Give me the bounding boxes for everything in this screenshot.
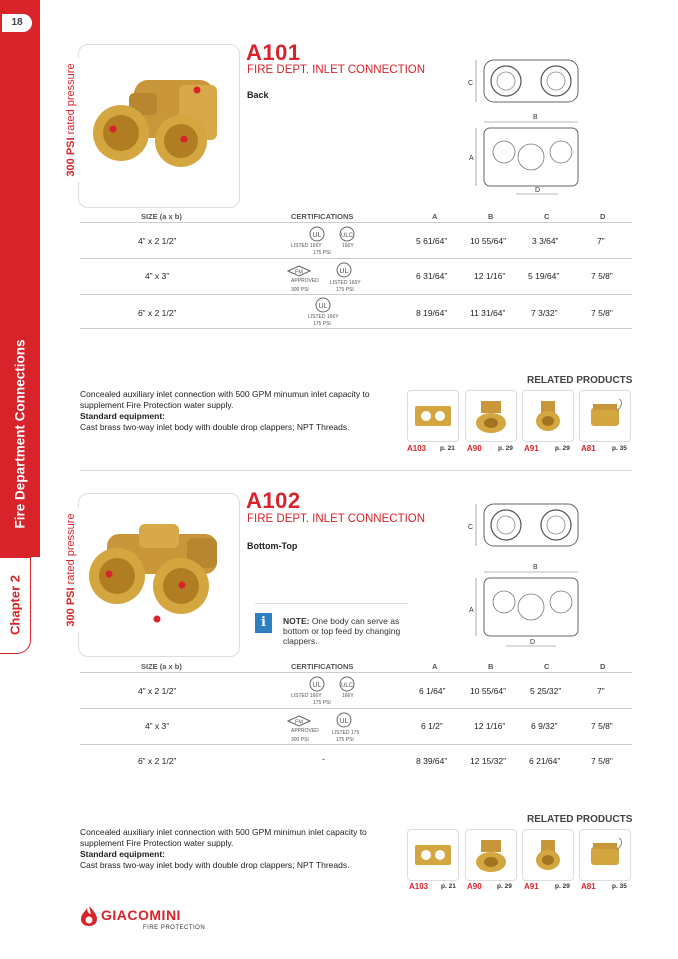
related-product-a103[interactable] — [407, 829, 459, 881]
cell-b: 10 55/64” — [470, 686, 506, 696]
cert-caption: LISTED 166Y — [291, 693, 322, 699]
product-photo-a101 — [78, 44, 240, 208]
svg-text:FM: FM — [295, 269, 303, 276]
cell-d: 7 5/8” — [591, 271, 613, 281]
cert-caption: 175 PSI — [313, 700, 331, 706]
related-product-a81[interactable] — [579, 829, 631, 881]
description-text: Concealed auxiliary inlet connection with 500 GPM minumun inlet capacity to supplement Fire Protection water supply. — [80, 389, 370, 410]
col-header-certifications: CERTIFICATIONS — [291, 662, 354, 671]
related-page: p. 29 — [497, 883, 512, 890]
cell-c: 5 25/32” — [530, 686, 562, 696]
ul-cert-icon — [336, 712, 352, 728]
cert-caption: LISTED 166Y — [308, 314, 339, 320]
cert-caption: 166Y — [342, 693, 354, 699]
table-rule — [80, 222, 632, 223]
cell-b: 10 55/64” — [470, 236, 506, 246]
note-box — [255, 603, 408, 646]
standard-equipment-label: Standard equipment: — [80, 849, 166, 859]
cell-d: 7” — [597, 236, 605, 246]
svg-text:B: B — [533, 564, 538, 571]
flame-logo-icon — [79, 905, 99, 927]
product-subtitle-a101: FIRE DEPT. INLET CONNECTION — [247, 64, 426, 76]
svg-text:ULC: ULC — [340, 683, 354, 689]
col-header-c: C — [544, 662, 550, 671]
brand-logo: GIACOMINI — [101, 907, 181, 923]
product-description-a102 — [80, 827, 410, 871]
related-product-a90[interactable] — [465, 829, 517, 881]
svg-text:B: B — [533, 114, 538, 121]
col-header-b: B — [488, 662, 494, 671]
cell-d: 7 5/8” — [591, 721, 613, 731]
cell-c: 6 9/32” — [531, 721, 558, 731]
cell-d: 7” — [597, 686, 605, 696]
svg-text:D: D — [535, 187, 541, 194]
psi-label: rated pressure — [65, 513, 77, 588]
related-code[interactable]: A103 — [407, 444, 427, 453]
section-title: Fire Department Connections — [12, 339, 28, 529]
related-code[interactable]: A90 — [467, 444, 482, 453]
cert-caption: APPROVED — [291, 278, 319, 284]
cell-size: 6” x 2 1/2” — [138, 756, 177, 766]
cell-d: 7 5/8” — [591, 308, 613, 318]
related-page: p. 35 — [612, 883, 627, 890]
table-rule — [80, 708, 632, 709]
svg-text:A: A — [469, 155, 474, 162]
svg-text:C: C — [468, 524, 474, 531]
cell-size: 4” x 3” — [145, 271, 170, 281]
cell-a: 5 61/64” — [416, 236, 448, 246]
cert-caption: LISTED 175 — [332, 730, 360, 736]
related-product-a81[interactable] — [579, 390, 631, 442]
standard-equipment-text: Cast brass two-way inlet body with double drop clappers; NPT Threads. — [80, 860, 350, 870]
page-number: 18 — [2, 14, 32, 32]
col-header-d: D — [600, 212, 606, 221]
related-code[interactable]: A81 — [581, 444, 596, 453]
table-rule — [80, 328, 632, 329]
cell-c: 7 3/32” — [531, 308, 558, 318]
col-header-size: SIZE (a x b) — [141, 212, 182, 221]
cell-a: 6 1/64” — [419, 686, 446, 696]
svg-text:D: D — [530, 639, 536, 646]
note-text: NOTE: One body can serve as bottom or top feed by changing clappers. — [283, 616, 401, 646]
svg-text:C: C — [468, 80, 474, 87]
no-certification: - — [322, 754, 325, 764]
cert-caption: 175 PSI — [313, 321, 331, 327]
ul-cert-icon — [309, 226, 325, 242]
cell-a: 8 19/64” — [416, 308, 448, 318]
psi-tag-a101 — [62, 58, 80, 182]
related-product-a90[interactable] — [465, 390, 517, 442]
psi-value: 300 PSI — [65, 137, 77, 177]
psi-label: rated pressure — [65, 63, 77, 138]
table-rule — [80, 258, 632, 259]
related-code[interactable]: A91 — [524, 444, 539, 453]
cert-caption: LISTED 166Y — [291, 243, 322, 249]
related-page: p. 35 — [612, 445, 627, 452]
info-icon: i — [255, 613, 272, 633]
cell-c: 5 19/64” — [528, 271, 560, 281]
cert-caption: 175 PSI — [336, 287, 354, 293]
fm-cert-icon — [287, 265, 311, 277]
related-page: p. 29 — [555, 445, 570, 452]
related-page: p. 21 — [441, 883, 456, 890]
cert-caption: LISTED 166Y — [330, 280, 361, 286]
cell-c: 6 21/64” — [529, 756, 561, 766]
related-code[interactable]: A81 — [581, 882, 596, 891]
ul-cert-icon — [336, 262, 352, 278]
col-header-size: SIZE (a x b) — [141, 662, 182, 671]
svg-text:A: A — [469, 607, 474, 614]
product-variant-a102: Bottom-Top — [247, 541, 298, 551]
table-rule — [80, 294, 632, 295]
related-page: p. 29 — [498, 445, 513, 452]
related-code[interactable]: A91 — [524, 882, 539, 891]
cert-caption: 300 PSI — [291, 287, 309, 293]
cert-caption: APPROVED — [291, 728, 319, 734]
col-header-b: B — [488, 212, 494, 221]
cert-caption: 175 PSI — [313, 250, 331, 256]
svg-text:UL: UL — [339, 268, 349, 275]
product-photo-a102 — [78, 493, 240, 657]
cell-b: 12 1/16” — [474, 271, 506, 281]
svg-text:UL: UL — [339, 718, 349, 725]
chapter-sidebar — [0, 0, 40, 557]
related-product-a103[interactable] — [407, 390, 459, 442]
cert-caption: 166Y — [342, 243, 354, 249]
related-product-a91[interactable] — [522, 390, 574, 442]
technical-drawing-a102 — [466, 500, 636, 652]
cert-caption: 175 PSI — [336, 737, 354, 743]
cell-b: 12 15/32” — [470, 756, 506, 766]
cell-c: 3 3/64” — [532, 236, 559, 246]
ulc-cert-icon — [339, 226, 355, 242]
related-code[interactable]: A103 — [409, 882, 429, 891]
cell-d: 7 5/8” — [591, 756, 613, 766]
psi-tag-a102 — [62, 508, 80, 632]
cell-b: 12 1/16” — [474, 721, 506, 731]
cell-size: 4” x 2 1/2” — [138, 236, 177, 246]
col-header-a: A — [432, 662, 438, 671]
ul-cert-icon — [315, 297, 331, 313]
cell-size: 4” x 2 1/2” — [138, 686, 177, 696]
cell-b: 11 31/64” — [470, 308, 506, 318]
fm-cert-icon — [287, 715, 311, 727]
standard-equipment-text: Cast brass two-way inlet body with double drop clappers; NPT Threads. — [80, 422, 350, 432]
cell-a: 8 39/64” — [416, 756, 448, 766]
chapter-label: Chapter 2 — [7, 575, 23, 635]
model-code-a102: A102 — [246, 488, 301, 513]
table-rule — [80, 744, 632, 745]
brand-tagline: FIRE PROTECTION — [143, 925, 206, 931]
related-page: p. 21 — [440, 445, 455, 452]
cert-caption: 300 PSI — [291, 737, 309, 743]
svg-text:UL: UL — [312, 682, 322, 689]
col-header-a: A — [432, 212, 438, 221]
svg-text:FM: FM — [295, 719, 303, 726]
svg-text:ULC: ULC — [340, 233, 354, 239]
cell-size: 6” x 2 1/2” — [138, 308, 177, 318]
section-divider — [80, 470, 632, 471]
col-header-certifications: CERTIFICATIONS — [291, 212, 354, 221]
related-products-title: RELATED PRODUCTS — [527, 375, 633, 386]
svg-text:UL: UL — [312, 232, 322, 239]
description-text: Concealed auxiliary inlet connection with 500 GPM minimun inlet capacity to supplement Fire Protection water supply. — [80, 827, 367, 848]
cell-a: 6 31/64” — [416, 271, 448, 281]
ul-cert-icon — [309, 676, 325, 692]
ulc-cert-icon — [339, 676, 355, 692]
brass-inlet-illustration — [79, 45, 239, 207]
technical-drawing-a101 — [466, 56, 636, 198]
col-header-c: C — [544, 212, 550, 221]
cell-a: 6 1/2” — [421, 721, 443, 731]
chapter-tab — [0, 557, 31, 654]
table-rule — [80, 672, 632, 673]
model-code-a101: A101 — [246, 40, 301, 65]
related-products-title: RELATED PRODUCTS — [527, 814, 633, 825]
product-subtitle-a102: FIRE DEPT. INLET CONNECTION — [247, 513, 426, 525]
product-description-a101 — [80, 389, 380, 433]
psi-value: 300 PSI — [65, 587, 77, 627]
brass-inlet-illustration — [79, 494, 239, 656]
col-header-d: D — [600, 662, 606, 671]
related-page: p. 29 — [555, 883, 570, 890]
related-code[interactable]: A90 — [467, 882, 482, 891]
product-variant-a101: Back — [247, 90, 269, 100]
cell-size: 4” x 3” — [145, 721, 170, 731]
svg-text:UL: UL — [318, 303, 328, 310]
related-product-a91[interactable] — [522, 829, 574, 881]
standard-equipment-label: Standard equipment: — [80, 411, 166, 421]
